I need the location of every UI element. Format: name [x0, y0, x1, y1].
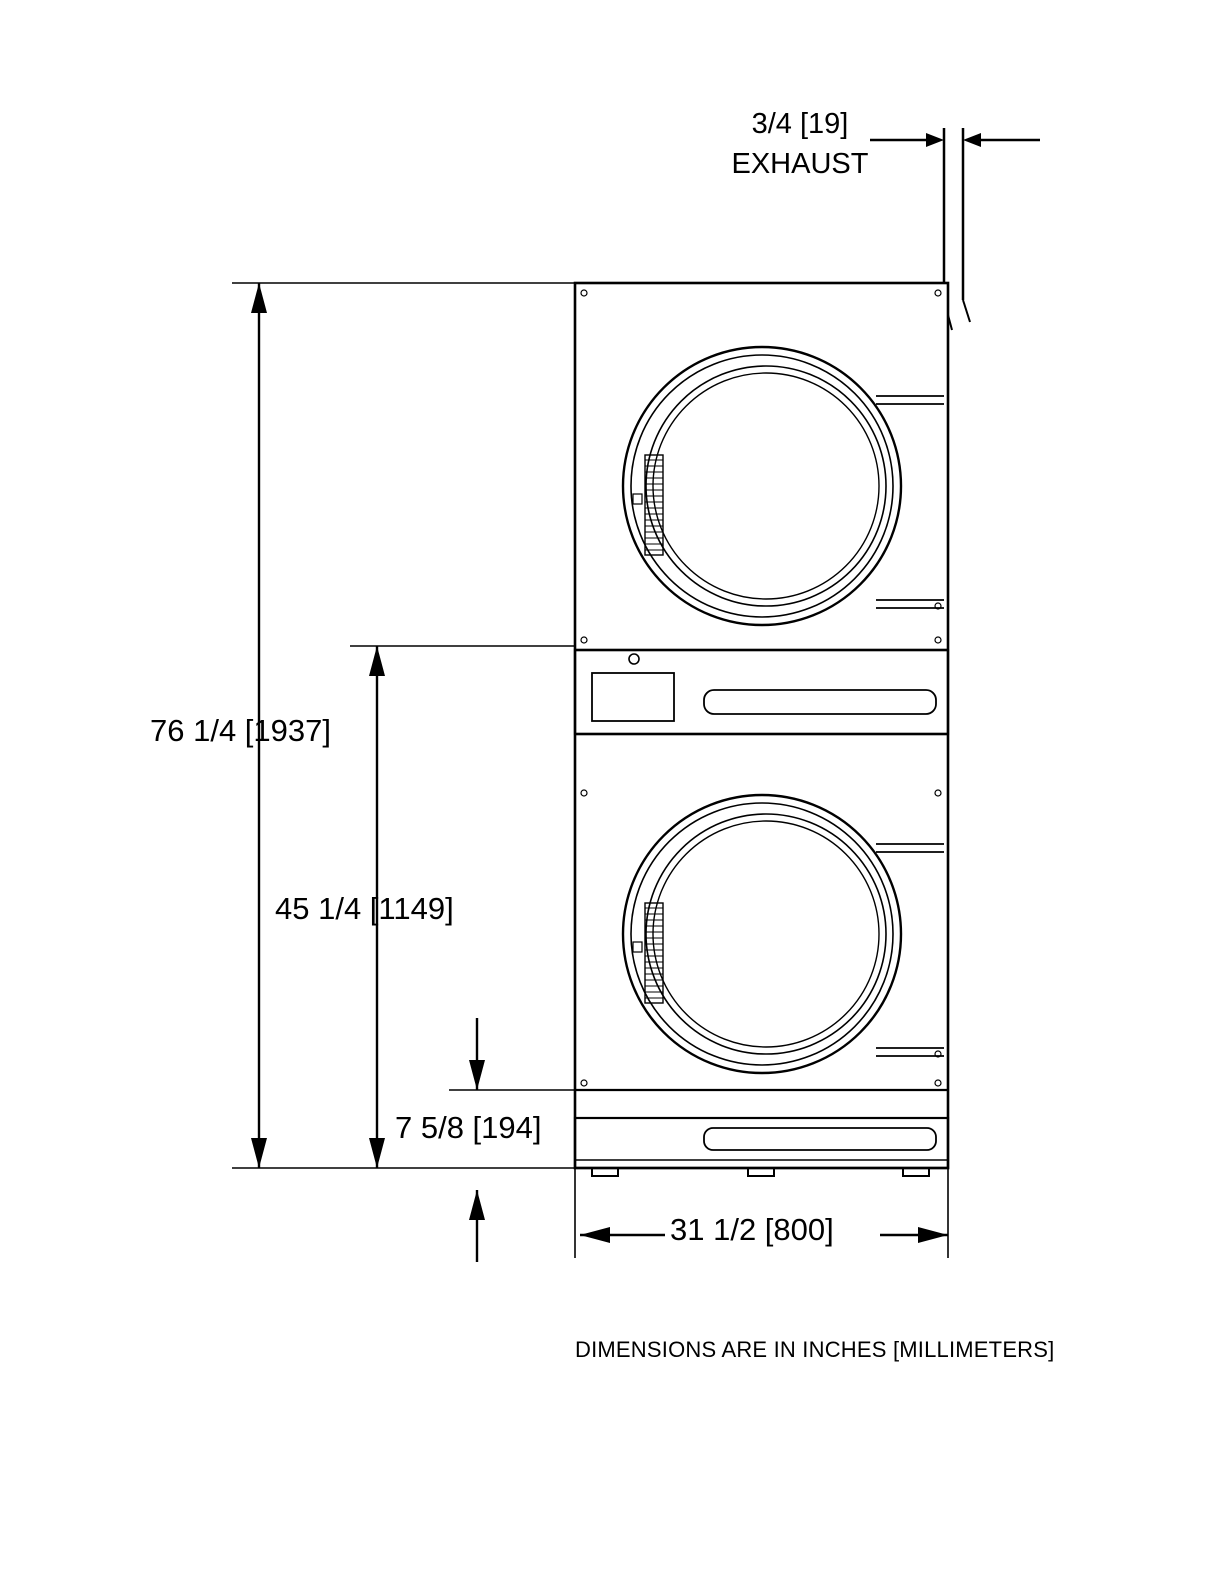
- exhaust-name-label: EXHAUST: [731, 148, 869, 180]
- exhaust-callout: [700, 104, 900, 184]
- cabinet-outline: [575, 283, 948, 1168]
- units-note: DIMENSIONS ARE IN INCHES [MILLIMETERS]: [575, 1337, 1055, 1362]
- overall-width-label: 31 1/2 [800]: [670, 1212, 834, 1247]
- exhaust-size-label: 3/4 [19]: [751, 108, 849, 140]
- mid-height-label: 45 1/4 [1149]: [275, 891, 454, 926]
- overall-height-label: 76 1/4 [1937]: [150, 713, 331, 748]
- exhaust-duct-geometry: [944, 128, 963, 300]
- lower-height-label: 7 5/8 [194]: [395, 1110, 542, 1145]
